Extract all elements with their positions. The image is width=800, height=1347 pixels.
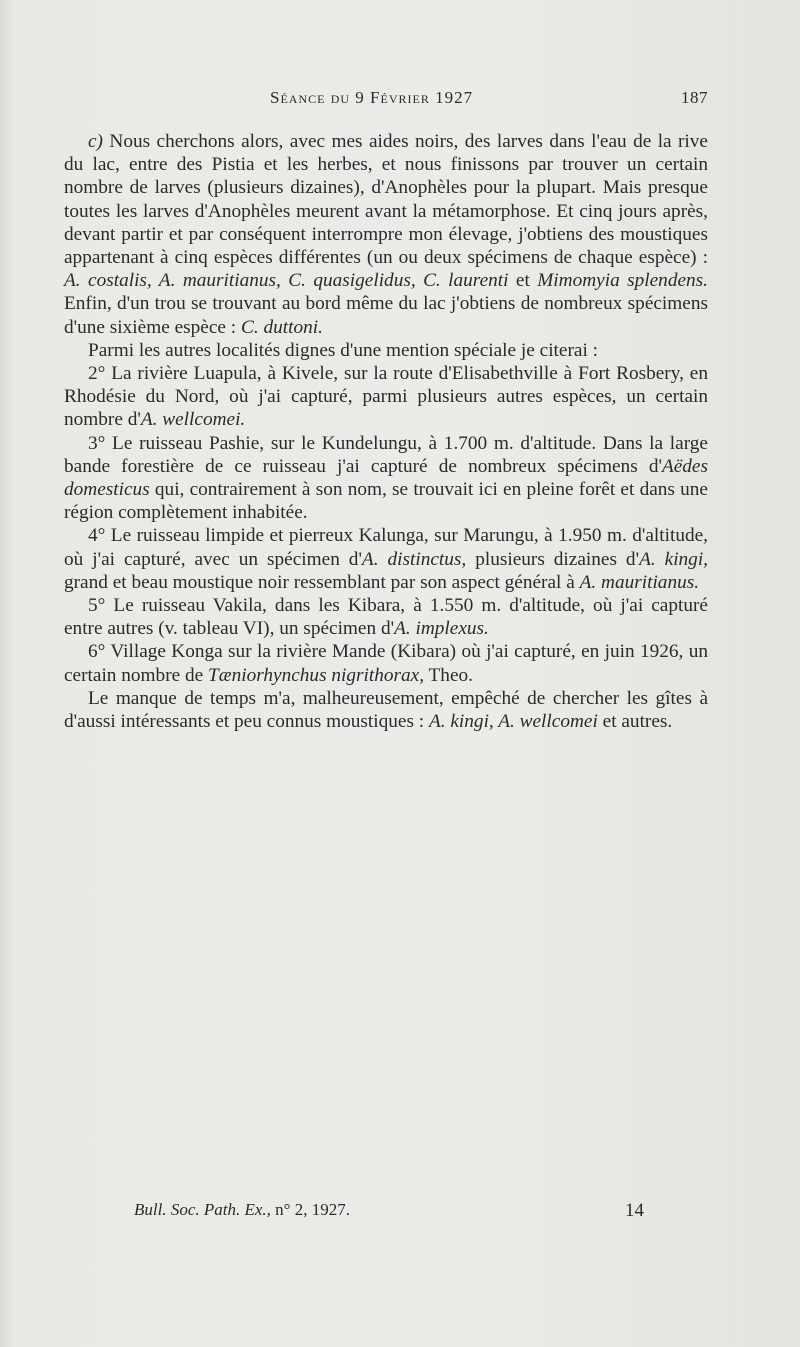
text-run: plusieurs dizaines d' xyxy=(466,548,640,570)
text-run: 5° Le ruisseau Vakila, dans les Kibara, à 1.550 m. d'altitude, où j'ai capturé entre autres (v. tableau VI), un spécimen d' xyxy=(64,595,708,640)
species-name: Mimomyia splendens. xyxy=(537,270,708,292)
species-name: A. distinctus, xyxy=(361,548,467,570)
signature-mark: 14 xyxy=(625,1200,644,1221)
text-run: qui, contrairement à son nom, se trouvait ici en pleine forêt et dans une région complètement inhabitée. xyxy=(64,479,708,524)
running-title: Séance du 9 Février 1927 xyxy=(270,88,474,107)
journal-title: Bull. Soc. Path. Ex., xyxy=(134,1200,271,1219)
species-name: Aëdes domesticus xyxy=(64,455,708,501)
text-run: et autres. xyxy=(597,711,673,733)
species-name: Tæniorhynchus nigrithorax, xyxy=(208,664,425,686)
text-run: 6° Village Konga sur la rivière Mande (Kibara) où j'ai capturé, en juin 1926, un certain nombre de xyxy=(64,641,708,686)
text-run: Le manque de temps m'a, malheureusement, empêché de chercher les gîtes à d'aussi intéressants et peu connus moustiques : xyxy=(64,687,708,733)
paragraph-vakila xyxy=(64,594,708,640)
species-name: A. wellcomei. xyxy=(140,409,246,431)
species-names: A. costalis, A. mauritianus, C. quasigelidus, C. laurenti xyxy=(64,270,509,292)
page-footer xyxy=(64,1200,708,1226)
species-names: A. kingi, A. wellcomei xyxy=(428,711,598,733)
species-name: A. mauritianus. xyxy=(579,571,700,593)
page-number: 187 xyxy=(681,88,708,107)
paragraph-pashie xyxy=(64,432,708,525)
species-name: A. kingi, xyxy=(639,548,709,570)
journal-citation xyxy=(134,1200,350,1220)
author-abbrev: Theo. xyxy=(424,664,473,686)
species-name: C. duttoni. xyxy=(240,316,323,338)
text-run: grand et beau moustique noir ressemblant par son aspect général à xyxy=(64,571,580,593)
paragraph-konga xyxy=(64,640,708,686)
text-run: et xyxy=(508,270,538,292)
paragraph-kalunga xyxy=(64,524,708,594)
paragraph-c xyxy=(64,130,708,339)
paragraph-manque xyxy=(64,687,708,733)
text-run: 4° Le ruisseau limpide et pierreux Kalunga, sur Marungu, à 1.950 m. d'altitude, où j'ai capturé, avec un spécimen d' xyxy=(64,525,708,570)
text-run: 2° La rivière Luapula, à Kivele, sur la route d'Elisabethville à Fort Rosbery, en Rhodésie du Nord, où j'ai capturé, parmi plusieurs autres espèces, un certain nombre d' xyxy=(64,363,708,431)
item-marker: c) xyxy=(88,131,103,152)
issue-info: n° 2, 1927. xyxy=(270,1200,350,1219)
page-header xyxy=(64,88,708,114)
text-run: Enfin, d'un trou se trouvant au bord même du lac j'obtiens de nombreux spécimens d'une sixième espèce : xyxy=(64,293,708,338)
text-run: Nous cherchons alors, avec mes aides noirs, des larves dans l'eau de la rive du lac, entre des Pistia et les herbes, et nous finissons par trouver un certain nombre de larves (plusieurs dizaines), d'Anophèles pour la plupart. Mais presque toutes les larves d'Anophèles meurent avant la métamorphose. Et cinq jours après, devant partir et par conséquent interrompre mon élevage, j'obtiens des moustiques appartenant à cinq espèces différentes (un ou deux spécimens de chaque espèce) : xyxy=(64,131,708,269)
species-name: A. implexus. xyxy=(394,618,489,640)
paragraph-luapula xyxy=(64,362,708,432)
paragraph-localites: Parmi les autres localités dignes d'une mention spéciale je citerai : xyxy=(88,339,598,361)
body-text xyxy=(64,130,708,733)
text-run: 3° Le ruisseau Pashie, sur le Kundelungu, à 1.700 m. d'altitude. Dans la large bande forestière de ce ruisseau j'ai capturé de nombreux spécimens d' xyxy=(64,432,708,477)
